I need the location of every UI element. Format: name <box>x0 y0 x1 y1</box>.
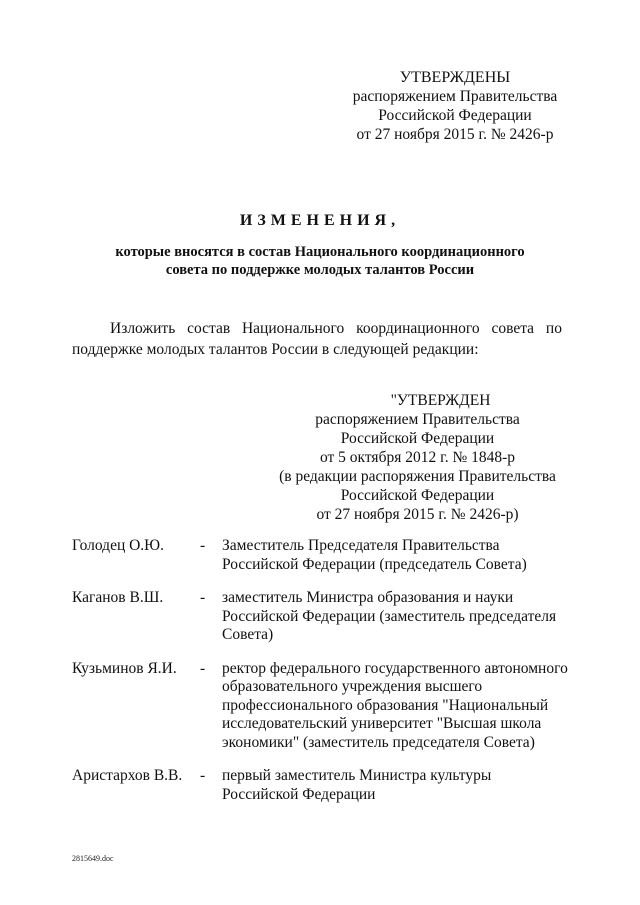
member-row <box>72 660 572 753</box>
intro-word: координационного <box>356 320 480 337</box>
quoted-approval-line: от 5 октября 2012 г. № 1848-р <box>319 449 516 466</box>
member-dash: - <box>200 537 206 554</box>
approval-line: распоряжением Правительства <box>352 88 558 105</box>
member-role-line: первый заместитель Министра культуры <box>222 767 492 784</box>
member-role-line: Российской Федерации <box>222 785 376 803</box>
member-name: Голодец О.Ю. <box>72 537 164 554</box>
member-role-line: ректор федерального государственного автономного <box>222 659 568 677</box>
member-dash: - <box>200 589 206 606</box>
member-row <box>72 589 572 645</box>
council-members-list <box>72 537 572 819</box>
subtitle-line: которые вносятся в состав Национального координационного <box>115 244 525 260</box>
member-row <box>72 767 572 804</box>
intro-word: совета <box>491 320 535 337</box>
intro-word: Национального <box>241 320 345 337</box>
intro-line-2: поддержке молодых талантов России в следующей редакции: <box>72 341 479 358</box>
approval-line: Российской Федерации <box>378 107 532 124</box>
member-role <box>222 537 572 574</box>
approval-stamp <box>320 68 590 144</box>
member-dash: - <box>200 659 206 677</box>
member-role <box>222 767 572 804</box>
intro-paragraph <box>72 318 562 360</box>
quoted-approval-line: распоряжением Правительства <box>315 411 520 428</box>
member-role-line: профессионального образования "Национальный <box>222 696 549 714</box>
intro-word: состав <box>187 320 231 337</box>
document-title: ИЗМЕНЕНИЯ, <box>239 212 401 229</box>
document-file-code: 2815649.doc <box>72 854 114 863</box>
quoted-approval-line: (в редакции распоряжения Правительства <box>279 468 556 485</box>
member-role-line: Заместитель Председателя Правительства <box>222 537 500 554</box>
member-row <box>72 537 572 574</box>
intro-line-1 <box>72 318 562 339</box>
member-role-line: Российской Федерации (председатель Совета) <box>222 555 527 573</box>
member-role <box>222 589 572 645</box>
approval-line: от 27 ноября 2015 г. № 2426-р <box>356 126 554 143</box>
subtitle-line: совета по поддержке молодых талантов России <box>165 262 475 278</box>
member-role-line: экономики" (заместитель председателя Совета) <box>222 733 535 751</box>
member-role-line: образовательного учреждения высшего <box>222 678 483 695</box>
quoted-approval-line: Российской Федерации <box>340 487 495 504</box>
approval-heading: УТВЕРЖДЕНЫ <box>399 69 511 86</box>
member-name: Кузьминов Я.И. <box>72 659 177 677</box>
member-role-line: Совета) <box>222 626 274 643</box>
member-role-line: исследовательский университет "Высшая школа <box>222 715 542 732</box>
intro-word: по <box>545 320 562 337</box>
quoted-approval-line: Российской Федерации <box>340 430 495 447</box>
quoted-approval-line: от 27 ноября 2015 г. № 2426-р) <box>316 506 519 523</box>
intro-word: Изложить <box>110 320 176 337</box>
quoted-approval-heading: "УТВЕРЖДЕН <box>390 392 491 409</box>
member-role-line: заместитель Министра образования и науки <box>222 589 514 606</box>
member-role-line: Российской Федерации (заместитель председателя <box>222 607 557 625</box>
document-subtitle <box>80 243 560 279</box>
quoted-approval-stamp <box>270 391 565 524</box>
member-dash: - <box>200 767 206 784</box>
member-name: Каганов В.Ш. <box>72 589 164 606</box>
member-role <box>222 660 572 753</box>
member-name: Аристархов В.В. <box>72 767 183 784</box>
